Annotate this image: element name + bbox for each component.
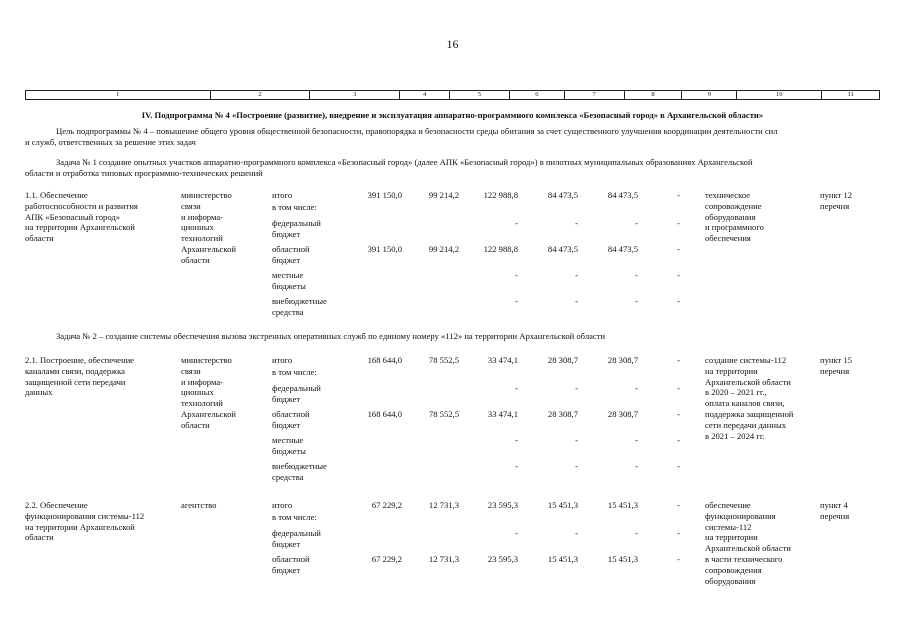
column-number-9: 9	[682, 91, 737, 99]
funding-value: -	[515, 270, 518, 280]
event-name-line: 2.2. Обеспечение	[25, 500, 88, 510]
funding-source-label: бюджеты	[272, 280, 306, 291]
expected-result-line: в части технического	[705, 554, 783, 564]
funding-value: -	[635, 435, 638, 445]
expected-result-line: системы-112	[705, 521, 752, 532]
funding-value: 99 214,2	[428, 190, 459, 200]
executor-line: связи	[181, 200, 201, 211]
funding-value: 12 731,3	[428, 554, 459, 564]
expected-result-line: создание системы-112	[705, 355, 787, 365]
funding-value: -	[677, 409, 680, 419]
funding-source-label: бюджет	[272, 419, 301, 430]
column-number-7: 7	[565, 91, 625, 99]
column-number-6: 6	[510, 91, 565, 99]
expected-result-line: Архангельской области	[705, 543, 791, 554]
funding-value: 12 731,3	[428, 500, 459, 510]
expected-result-line: оборудования	[705, 211, 756, 222]
event-name-line: 1.1. Обеспечение	[25, 190, 88, 200]
indicator-link-line: пункт 4	[820, 500, 848, 510]
funding-value: 78 552,5	[428, 355, 459, 365]
funding-source-label: местные	[272, 435, 304, 445]
event-name-line: области	[25, 233, 54, 244]
funding-value: 15 451,3	[607, 500, 638, 510]
funding-value: -	[575, 296, 578, 306]
funding-value: 28 308,7	[607, 355, 638, 365]
funding-source-label: бюджет	[272, 254, 301, 265]
funding-value: -	[515, 528, 518, 538]
event-name-line: данных	[25, 387, 53, 398]
funding-value: 15 451,3	[547, 500, 578, 510]
executor-line: ционных	[181, 387, 214, 398]
funding-value: 78 552,5	[428, 409, 459, 419]
funding-source-label: областной	[272, 244, 310, 254]
funding-value: -	[515, 461, 518, 471]
task2-text: Задача № 2 – создание системы обеспечения вызова экстренных оперативных служб по единому номеру «112» на территории Архангельской области	[56, 331, 606, 341]
event-name-line: на территории Архангельской	[25, 521, 135, 532]
funding-value: 84 473,5	[607, 190, 638, 200]
funding-source-label: бюджет	[272, 228, 301, 239]
funding-value: -	[575, 461, 578, 471]
expected-result-line: сопровождения	[705, 564, 762, 575]
funding-value: -	[575, 435, 578, 445]
funding-value: -	[677, 500, 680, 510]
funding-value: -	[515, 296, 518, 306]
funding-value: -	[677, 270, 680, 280]
funding-value: -	[677, 461, 680, 471]
funding-value: 28 308,7	[547, 409, 578, 419]
expected-result-line: обеспечение	[705, 500, 751, 510]
expected-result-line: в 2020 – 2021 гг.,	[705, 387, 767, 398]
funding-source-label: бюджет	[272, 393, 301, 404]
expected-result-line: сопровождение	[705, 200, 762, 211]
expected-result-line: и программного	[705, 222, 764, 233]
event-name-line: области	[25, 532, 54, 543]
event-name-line: функционирования системы-112	[25, 510, 145, 521]
funding-value: 84 473,5	[547, 190, 578, 200]
expected-result-line: в 2021 – 2024 гг.	[705, 430, 765, 441]
expected-result-line: на территории	[705, 532, 758, 543]
column-number-8: 8	[625, 91, 683, 99]
executor-line: министерство	[181, 355, 232, 365]
column-number-11: 11	[847, 91, 854, 98]
executor-line: Архангельской	[181, 409, 236, 419]
funding-source-label: федеральный	[272, 218, 321, 228]
indicator-link-line: перечня	[820, 200, 850, 211]
funding-value: -	[635, 296, 638, 306]
funding-value: 84 473,5	[547, 244, 578, 254]
funding-source-label: местные	[272, 270, 304, 280]
indicator-link-line: перечня	[820, 510, 850, 521]
task1-text-line-1: Задача № 1 создание опытных участков аппаратно-программного комплекса «Безопасный город» (далее АПК «Безопасный город») в пилотных муниципальных образованиях Архангельской	[56, 157, 753, 167]
executor-line: области	[181, 254, 210, 265]
column-number-2: 2	[211, 91, 311, 99]
funding-value: 391 150,0	[367, 190, 402, 200]
goal-text-line-1: Цель подпрограммы № 4 – повышение общего уровня общественной безопасности, правопорядка и безопасности среды обитания за счет существенного улучшения координации деятельности сил	[56, 126, 778, 136]
funding-source-label: внебюджетные	[272, 461, 327, 471]
funding-source-label: федеральный	[272, 528, 321, 538]
executor-line: ционных	[181, 222, 214, 233]
funding-value: 15 451,3	[547, 554, 578, 564]
funding-source-label: бюджеты	[272, 445, 306, 456]
funding-value: 168 644,0	[367, 409, 402, 419]
funding-value: 84 473,5	[607, 244, 638, 254]
funding-value: 168 644,0	[367, 355, 402, 365]
funding-value: -	[677, 528, 680, 538]
executor-line: агентство	[181, 500, 217, 510]
funding-value: 33 474,1	[487, 355, 518, 365]
funding-source-label: федеральный	[272, 383, 321, 393]
funding-value: -	[677, 554, 680, 564]
event-name-line: каналами связи, поддержка	[25, 365, 125, 376]
expected-result-line: на территории	[705, 365, 758, 376]
indicator-link-line: пункт 12	[820, 190, 853, 200]
funding-value: -	[635, 270, 638, 280]
indicator-link-line: пункт 15	[820, 355, 853, 365]
funding-value: -	[635, 218, 638, 228]
expected-result-line: обеспечения	[705, 233, 751, 244]
goal-text-line-2: и служб, ответственных за решение этих задач	[25, 137, 196, 147]
funding-value: -	[575, 528, 578, 538]
funding-value: -	[677, 296, 680, 306]
event-name-line: 2.1. Построение, обеспечение	[25, 355, 134, 365]
funding-value: 122 988,8	[483, 244, 518, 254]
funding-source-label: средства	[272, 471, 304, 482]
expected-result-line: оборудования	[705, 575, 756, 586]
funding-value: -	[677, 383, 680, 393]
executor-line: связи	[181, 365, 201, 376]
funding-source-label: внебюджетные	[272, 296, 327, 306]
funding-value: -	[635, 528, 638, 538]
funding-value: 99 214,2	[428, 244, 459, 254]
funding-value: -	[677, 435, 680, 445]
expected-result-line: оплата каналов связи,	[705, 398, 785, 409]
funding-value: -	[515, 435, 518, 445]
executor-line: технологий	[181, 233, 223, 244]
indicator-link-line: перечня	[820, 365, 850, 376]
funding-source-label: бюджет	[272, 538, 301, 549]
funding-value: 15 451,3	[607, 554, 638, 564]
funding-source-label: итого	[272, 500, 293, 510]
funding-source-label: бюджет	[272, 564, 301, 575]
funding-value: -	[515, 383, 518, 393]
funding-source-label: в том числе:	[272, 367, 317, 377]
funding-value: 67 229,2	[371, 500, 402, 510]
event-name-line: работоспособности и развития	[25, 200, 138, 211]
executor-line: и информа-	[181, 376, 224, 387]
funding-value: 28 308,7	[547, 355, 578, 365]
funding-value: 33 474,1	[487, 409, 518, 419]
funding-value: -	[677, 190, 680, 200]
page-number: 16	[446, 37, 459, 51]
column-number-4: 4	[400, 91, 450, 99]
executor-line: области	[181, 419, 210, 430]
funding-source-label: в том числе:	[272, 512, 317, 522]
expected-result-line: поддержка защищенной	[705, 409, 794, 419]
column-number-row	[25, 90, 880, 100]
funding-value: 23 595,3	[487, 500, 518, 510]
event-name-line: АПК «Безопасный город»	[25, 211, 121, 222]
event-name-line: защищенной сети передачи	[25, 376, 126, 387]
funding-value: -	[635, 461, 638, 471]
funding-value: 28 308,7	[607, 409, 638, 419]
executor-line: технологий	[181, 398, 223, 409]
executor-line: Архангельской	[181, 244, 236, 254]
funding-value: -	[575, 218, 578, 228]
event-name-line: на территории Архангельской	[25, 222, 135, 233]
funding-value: -	[677, 355, 680, 365]
funding-source-label: областной	[272, 554, 310, 564]
executor-line: министерство	[181, 190, 232, 200]
column-number-10: 10	[737, 91, 822, 99]
funding-value: -	[575, 383, 578, 393]
funding-source-label: в том числе:	[272, 202, 317, 212]
expected-result-line: функционирования	[705, 510, 776, 521]
task1-text-line-2: области и отработка типовых программно-технических решений	[25, 168, 263, 178]
funding-value: -	[575, 270, 578, 280]
funding-value: 23 595,3	[487, 554, 518, 564]
column-number-3: 3	[310, 91, 400, 99]
expected-result-line: сети передачи данных	[705, 419, 787, 430]
funding-value: 122 988,8	[483, 190, 518, 200]
funding-value: 67 229,2	[371, 554, 402, 564]
expected-result-line: Архангельской области	[705, 376, 791, 387]
funding-value: 391 150,0	[367, 244, 402, 254]
funding-value: -	[515, 218, 518, 228]
column-number-1: 1	[26, 91, 211, 99]
column-number-5: 5	[450, 91, 510, 99]
executor-line: и информа-	[181, 211, 224, 222]
funding-source-label: итого	[272, 190, 293, 200]
funding-source-label: средства	[272, 306, 304, 317]
expected-result-line: техническое	[705, 190, 751, 200]
funding-value: -	[677, 244, 680, 254]
funding-source-label: областной	[272, 409, 310, 419]
funding-source-label: итого	[272, 355, 293, 365]
funding-value: -	[677, 218, 680, 228]
subprogram-title: IV. Подпрограмма № 4 «Построение (развитие), внедрение и эксплуатация аппаратно-программного комплекса «Безопасный город» в Архангельской области»	[141, 110, 764, 120]
funding-value: -	[635, 383, 638, 393]
